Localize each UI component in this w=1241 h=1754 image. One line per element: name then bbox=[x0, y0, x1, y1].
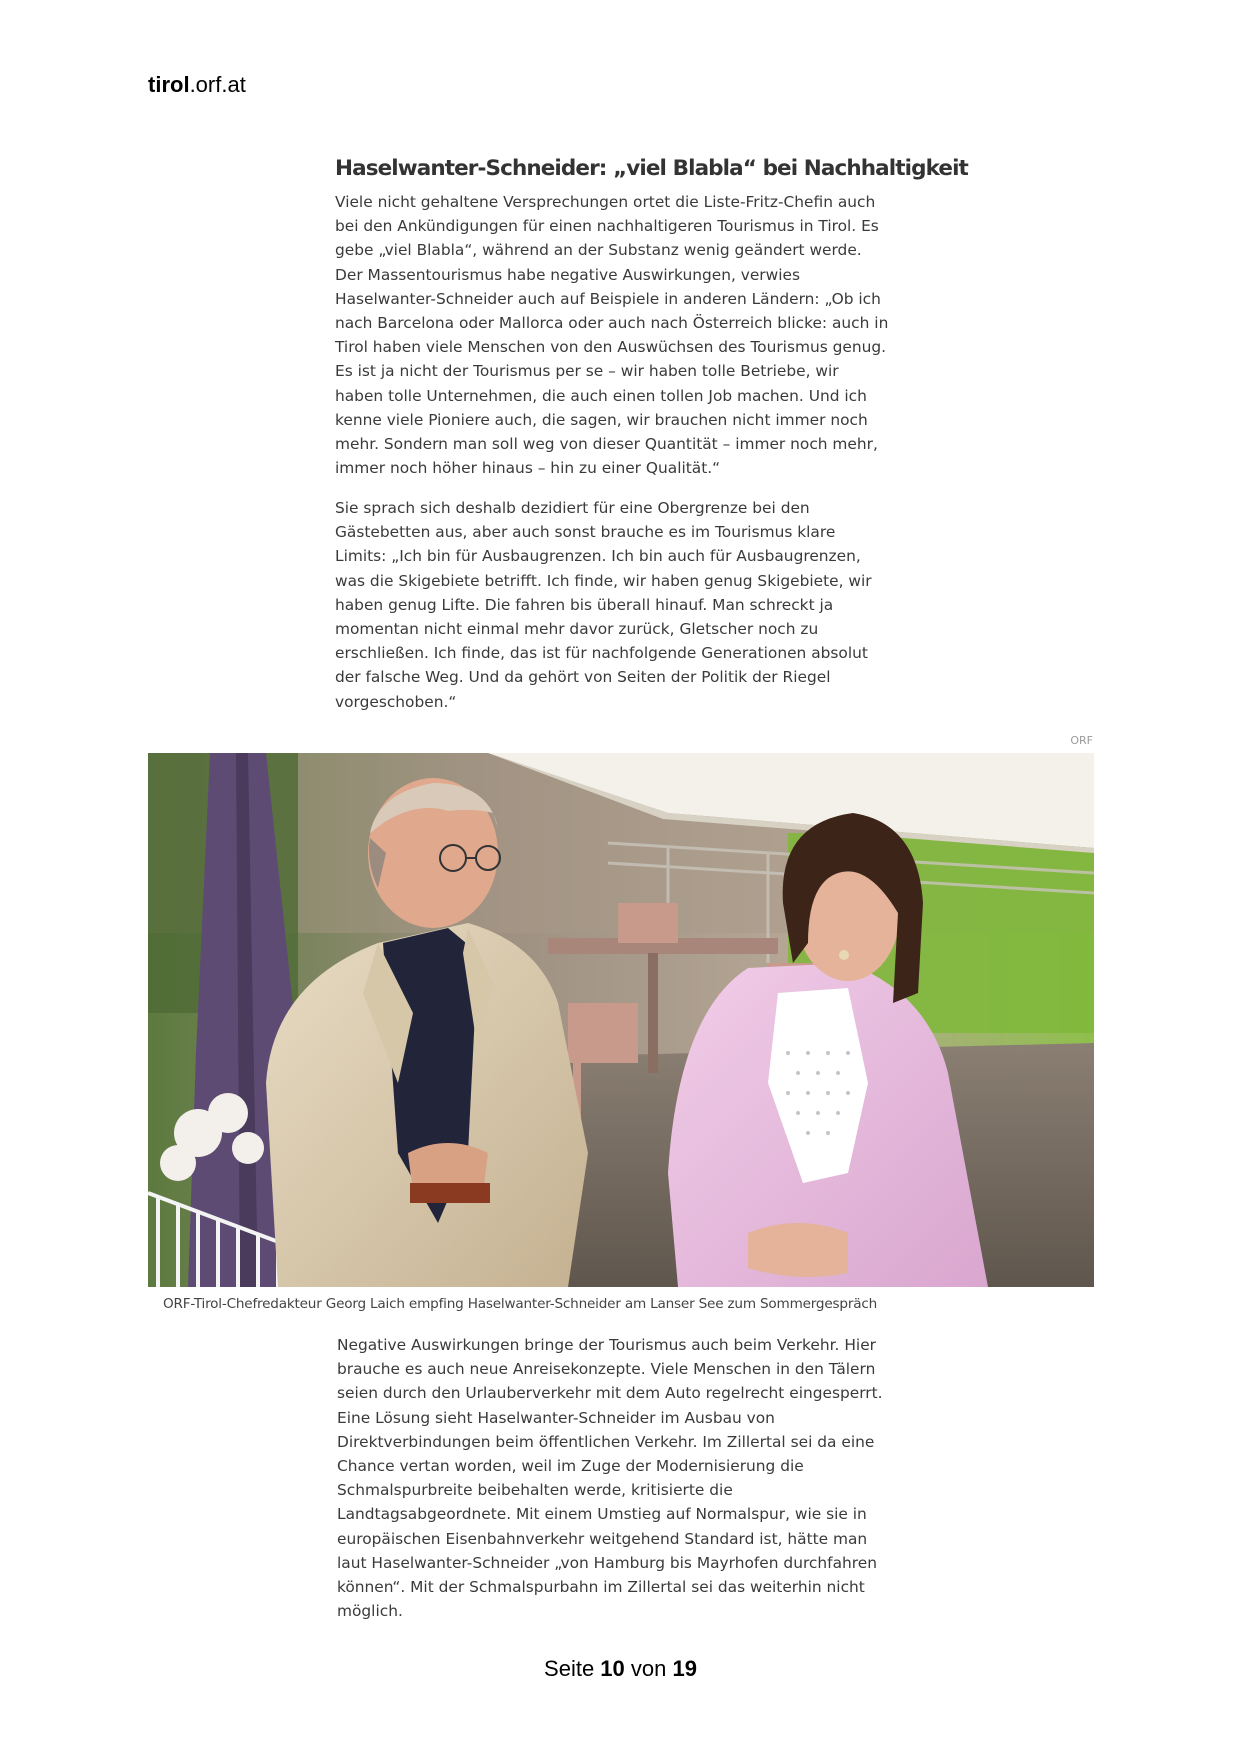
paragraph-line: Chance vertan worden, weil im Zuge der Modernisierung die bbox=[337, 1457, 804, 1476]
paragraph-line: Negative Auswirkungen bringe der Tourismus auch beim Verkehr. Hier bbox=[337, 1336, 876, 1354]
paragraph-line: vorgeschoben.“ bbox=[335, 692, 457, 711]
paragraph-line: der falsche Weg. Und da gehört von Seiten der Politik der Riegel bbox=[335, 668, 831, 687]
paragraph-line: bei den Ankündigungen für einen nachhaltigeren Tourismus in Tirol. Es bbox=[335, 217, 879, 236]
paragraph-line: Sie sprach sich deshalb dezidiert für eine Obergrenze bei den bbox=[335, 499, 810, 517]
footer-total-pages: 19 bbox=[672, 1656, 697, 1681]
footer-middle: von bbox=[624, 1656, 673, 1681]
paragraph-3 bbox=[337, 1333, 927, 1623]
paragraph-line: Tirol haben viele Menschen von den Auswüchsen des Tourismus genug. bbox=[335, 338, 887, 357]
paragraph-line: Es ist ja nicht der Tourismus per se – wir haben tolle Betriebe, wir bbox=[335, 362, 839, 381]
page-footer bbox=[0, 1656, 1241, 1682]
paragraph-line: haben genug Lifte. Die fahren bis überall hinauf. Man schreckt ja bbox=[335, 595, 834, 614]
paragraph-line: Direktverbindungen beim öffentlichen Verkehr. Im Zillertal sei da eine bbox=[337, 1432, 875, 1451]
paragraph-line: haben tolle Unternehmen, die auch einen tollen Job machen. Und ich bbox=[335, 386, 867, 405]
paragraph-line: immer noch höher hinaus – hin zu einer Qualität.“ bbox=[335, 459, 721, 478]
paragraph-line: momentan nicht einmal mehr davor zurück, Gletscher noch zu bbox=[335, 620, 819, 639]
image-credit: ORF bbox=[1070, 734, 1093, 747]
article-heading: Haselwanter-Schneider: „viel Blabla“ bei Nachhaltigkeit bbox=[335, 156, 968, 181]
article-photo bbox=[148, 753, 1094, 1287]
paragraph-line: brauche es auch neue Anreisekonzepte. Viele Menschen in den Tälern bbox=[337, 1360, 876, 1379]
site-header bbox=[148, 72, 246, 98]
paragraph-line: Schmalspurbreite beibehalten werde, kritisierte die bbox=[337, 1481, 733, 1500]
footer-prefix: Seite bbox=[544, 1656, 601, 1681]
photo-illustration bbox=[148, 753, 1094, 1287]
image-caption: ORF-Tirol-Chefredakteur Georg Laich empfing Haselwanter-Schneider am Lanser See zum Sommergespräch bbox=[163, 1296, 878, 1312]
site-name-rest: .orf.at bbox=[189, 72, 246, 97]
paragraph-line: gebe „viel Blabla“, während an der Substanz wenig geändert werde. bbox=[335, 241, 862, 260]
paragraph-line: nach Barcelona oder Mallorca oder auch nach Österreich blicke: auch in bbox=[335, 314, 889, 333]
paragraph-line: können“. Mit der Schmalspurbahn im Zillertal sei das weiterhin nicht bbox=[337, 1578, 865, 1597]
paragraph-2 bbox=[335, 496, 925, 714]
paragraph-line: Eine Lösung sieht Haselwanter-Schneider im Ausbau von bbox=[337, 1408, 775, 1427]
footer-page-number: 10 bbox=[600, 1656, 625, 1681]
paragraph-line: europäischen Eisenbahnverkehr weitgehend Standard ist, hätte man bbox=[337, 1529, 868, 1548]
paragraph-line: Landtagsabgeordnete. Mit einem Umstieg auf Normalspur, wie sie in bbox=[337, 1505, 867, 1524]
paragraph-line: kenne viele Pioniere auch, die sagen, wir brauchen nicht immer noch bbox=[335, 410, 868, 429]
paragraph-line: möglich. bbox=[337, 1602, 403, 1621]
paragraph-1 bbox=[335, 190, 925, 480]
paragraph-line: Gästebetten aus, aber auch sonst brauche es im Tourismus klare bbox=[335, 523, 836, 542]
paragraph-line: laut Haselwanter-Schneider „von Hamburg bis Mayrhofen durchfahren bbox=[337, 1553, 877, 1572]
paragraph-line: Haselwanter-Schneider auch auf Beispiele in anderen Ländern: „Ob ich bbox=[335, 289, 881, 308]
paragraph-line: was die Skigebiete betrifft. Ich finde, wir haben genug Skigebiete, wir bbox=[335, 571, 872, 590]
paragraph-line: mehr. Sondern man soll weg von dieser Quantität – immer noch mehr, bbox=[335, 435, 878, 454]
paragraph-line: Viele nicht gehaltene Versprechungen ortet die Liste-Fritz-Chefin auch bbox=[335, 193, 876, 211]
paragraph-line: Der Massentourismus habe negative Auswirkungen, verwies bbox=[335, 265, 800, 284]
paragraph-line: erschließen. Ich finde, das ist für nachfolgende Generationen absolut bbox=[335, 644, 868, 663]
site-name-bold: tirol bbox=[148, 72, 190, 97]
paragraph-line: Limits: „Ich bin für Ausbaugrenzen. Ich bin auch für Ausbaugrenzen, bbox=[335, 547, 861, 566]
paragraph-line: seien durch den Urlauberverkehr mit dem Auto regelrecht eingesperrt. bbox=[337, 1384, 883, 1403]
